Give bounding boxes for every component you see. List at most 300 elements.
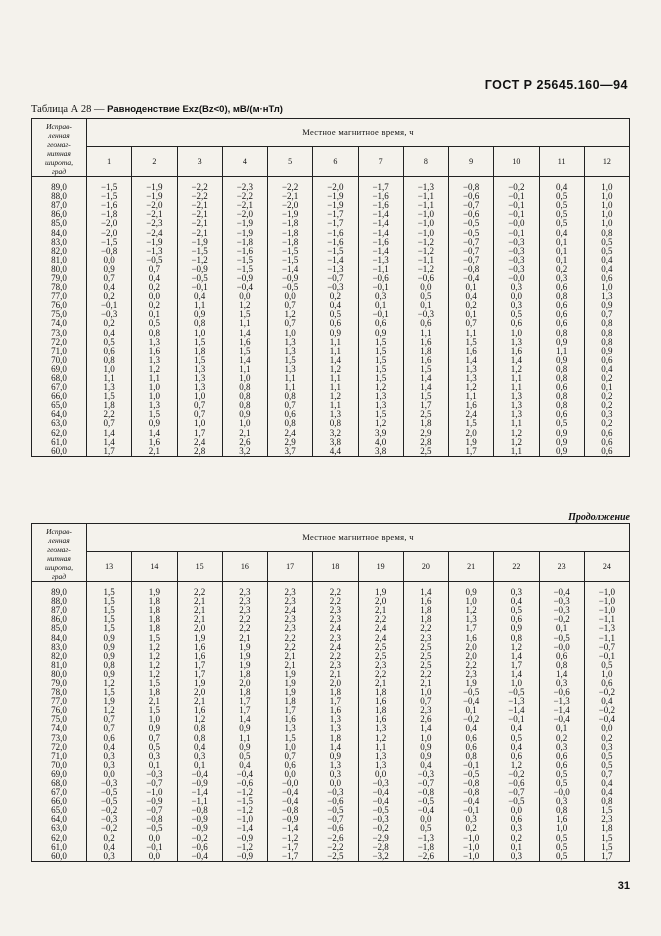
value-cell: 2,1 — [268, 661, 313, 670]
value-cell: 1,8 — [132, 615, 177, 624]
value-cell: 1,7 — [313, 697, 358, 706]
value-cell: −0,2 — [539, 615, 584, 624]
value-cell: −2,0 — [268, 201, 313, 210]
value-cell: 1,0 — [494, 329, 539, 338]
value-cell: 2,5 — [403, 661, 448, 670]
value-cell: 1,2 — [87, 679, 132, 688]
value-cell: 0,8 — [584, 338, 629, 347]
value-cell: −0,1 — [494, 192, 539, 201]
value-cell: 2,0 — [449, 429, 494, 438]
value-cell: −0,5 — [177, 274, 222, 283]
value-cell: −2,3 — [132, 219, 177, 228]
value-cell: −1,2 — [222, 788, 267, 797]
value-cell: 1,4 — [313, 356, 358, 365]
value-cell: 0,6 — [268, 761, 313, 770]
value-cell: 1,5 — [222, 310, 267, 319]
value-cell: 1,5 — [584, 843, 629, 852]
value-cell: 2,4 — [177, 438, 222, 447]
value-cell: 0,3 — [584, 743, 629, 752]
value-cell: 1,6 — [403, 338, 448, 347]
value-cell: −1,1 — [584, 615, 629, 624]
value-cell: 1,0 — [132, 392, 177, 401]
value-cell: −0,8 — [87, 247, 132, 256]
value-cell: −0,4 — [449, 797, 494, 806]
value-cell: 2,0 — [177, 624, 222, 633]
value-cell: 1,7 — [222, 697, 267, 706]
value-cell: 1,3 — [268, 347, 313, 356]
value-cell: 1,1 — [268, 374, 313, 383]
value-cell: 2,2 — [87, 410, 132, 419]
latitude-column-header — [32, 119, 87, 177]
value-cell: 0,7 — [403, 697, 448, 706]
value-cell: −0,6 — [449, 192, 494, 201]
value-cell: 2,4 — [449, 410, 494, 419]
value-cell: 1,3 — [358, 724, 403, 733]
value-cell: 1,3 — [132, 356, 177, 365]
value-cell: −0,1 — [494, 715, 539, 724]
value-cell: −1,1 — [403, 256, 448, 265]
value-cell: −1,4 — [494, 706, 539, 715]
value-cell: 1,1 — [87, 374, 132, 383]
latitude-cell: 60,0 — [32, 852, 87, 862]
value-cell: −0,7 — [132, 806, 177, 815]
value-cell: 0,4 — [539, 228, 584, 237]
value-cell: 2,3 — [222, 606, 267, 615]
value-cell: −0,3 — [494, 256, 539, 265]
value-cell: 1,2 — [358, 734, 403, 743]
value-cell: 2,3 — [449, 670, 494, 679]
hour-header: 15 — [177, 552, 222, 582]
value-cell: −0,4 — [177, 770, 222, 779]
value-cell: 0,8 — [539, 292, 584, 301]
value-cell: 1,9 — [132, 588, 177, 597]
value-cell: 1,1 — [449, 329, 494, 338]
value-cell: 1,8 — [313, 688, 358, 697]
value-cell: 0,4 — [584, 265, 629, 274]
value-cell: −0,7 — [494, 788, 539, 797]
value-cell: 3,8 — [313, 438, 358, 447]
value-cell: 0,1 — [358, 301, 403, 310]
value-cell: 1,5 — [87, 606, 132, 615]
value-cell: 2,3 — [584, 815, 629, 824]
value-cell: −1,4 — [358, 210, 403, 219]
value-cell: 0,8 — [449, 752, 494, 761]
latitude-cell: 88,0 — [32, 597, 87, 606]
value-cell: 1,7 — [268, 706, 313, 715]
value-cell: 1,1 — [494, 419, 539, 428]
value-cell: 0,3 — [177, 752, 222, 761]
value-cell: 2,2 — [403, 670, 448, 679]
value-cell: 0,0 — [313, 779, 358, 788]
value-cell: −0,5 — [449, 228, 494, 237]
value-cell: −1,7 — [313, 219, 358, 228]
value-cell: 0,0 — [403, 815, 448, 824]
value-cell: 0,7 — [177, 401, 222, 410]
value-cell: −1,3 — [313, 265, 358, 274]
value-cell: 0,2 — [449, 301, 494, 310]
value-cell: −0,1 — [358, 283, 403, 292]
value-cell: 0,6 — [313, 319, 358, 328]
latitude-cell: 64,0 — [32, 815, 87, 824]
value-cell: 0,6 — [449, 734, 494, 743]
value-cell: 0,7 — [87, 274, 132, 283]
value-cell: 0,5 — [87, 338, 132, 347]
hour-header: 11 — [539, 147, 584, 177]
value-cell: 1,2 — [132, 652, 177, 661]
value-cell: 2,1 — [132, 697, 177, 706]
value-cell: 0,8 — [313, 419, 358, 428]
value-cell: −1,6 — [87, 201, 132, 210]
hour-header: 10 — [494, 147, 539, 177]
hour-header: 22 — [494, 552, 539, 582]
latitude-cell: 69,0 — [32, 365, 87, 374]
latitude-cell: 68,0 — [32, 779, 87, 788]
value-cell: 0,4 — [494, 597, 539, 606]
value-cell: −1,5 — [87, 183, 132, 192]
value-cell: 0,6 — [449, 743, 494, 752]
latitude-cell: 88,0 — [32, 192, 87, 201]
value-cell: 0,9 — [222, 724, 267, 733]
value-cell: 0,9 — [313, 752, 358, 761]
value-cell: −1,5 — [313, 247, 358, 256]
value-cell: 1,8 — [268, 697, 313, 706]
value-cell: 0,6 — [539, 319, 584, 328]
value-cell: −0,5 — [87, 797, 132, 806]
hour-header: 13 — [87, 552, 132, 582]
value-cell: 1,5 — [584, 834, 629, 843]
value-cell: −0,5 — [132, 824, 177, 833]
latitude-cell: 62,0 — [32, 429, 87, 438]
value-cell: 1,3 — [268, 338, 313, 347]
value-cell: −1,4 — [268, 265, 313, 274]
table-title: Равноденствие Exz(Bz<0), мВ/(м·нТл) — [107, 104, 283, 115]
hour-header: 24 — [584, 552, 629, 582]
value-cell: 1,8 — [177, 347, 222, 356]
table-caption — [31, 104, 631, 115]
value-cell: −1,5 — [177, 247, 222, 256]
value-cell: −2,5 — [313, 852, 358, 862]
value-cell: 1,6 — [539, 815, 584, 824]
value-cell: −1,0 — [584, 597, 629, 606]
value-cell: 2,2 — [403, 624, 448, 633]
value-cell: −2,1 — [177, 201, 222, 210]
value-cell: 1,1 — [313, 338, 358, 347]
value-cell: −2,0 — [87, 219, 132, 228]
value-cell: −1,4 — [358, 247, 403, 256]
value-cell: −0,9 — [268, 815, 313, 824]
latitude-cell: 79,0 — [32, 679, 87, 688]
value-cell: 0,4 — [494, 743, 539, 752]
value-cell: −1,3 — [403, 834, 448, 843]
value-cell: 0,0 — [403, 283, 448, 292]
value-cell: 0,3 — [358, 292, 403, 301]
value-cell: 1,6 — [268, 715, 313, 724]
value-cell: 1,0 — [494, 679, 539, 688]
value-cell: −0,3 — [403, 770, 448, 779]
value-cell: 2,3 — [268, 597, 313, 606]
value-cell: −1,9 — [313, 201, 358, 210]
value-cell: −0,5 — [87, 788, 132, 797]
value-cell: −2,0 — [87, 228, 132, 237]
value-cell: 1,5 — [222, 347, 267, 356]
value-cell: −1,4 — [177, 788, 222, 797]
value-cell: 1,1 — [358, 743, 403, 752]
value-cell: 2,4 — [313, 643, 358, 652]
value-cell: 0,2 — [494, 834, 539, 843]
value-cell: 2,1 — [177, 597, 222, 606]
value-cell: 1,5 — [358, 410, 403, 419]
latitude-cell: 84,0 — [32, 228, 87, 237]
value-cell: −0,2 — [87, 806, 132, 815]
value-cell: 0,7 — [449, 319, 494, 328]
latitude-cell: 83,0 — [32, 238, 87, 247]
value-cell: 1,4 — [494, 670, 539, 679]
value-cell: −1,1 — [403, 192, 448, 201]
value-cell: 0,9 — [494, 624, 539, 633]
value-cell: 0,3 — [87, 761, 132, 770]
data-table-hours-1-12 — [31, 118, 630, 457]
value-cell: −0,7 — [449, 247, 494, 256]
value-cell: 1,0 — [449, 597, 494, 606]
value-cell: 1,3 — [358, 752, 403, 761]
value-cell: 0,6 — [494, 752, 539, 761]
hour-header: 14 — [132, 552, 177, 582]
value-cell: 0,3 — [494, 852, 539, 862]
value-cell: 0,8 — [494, 633, 539, 642]
value-cell: 1,3 — [313, 410, 358, 419]
value-cell: 1,1 — [222, 319, 267, 328]
value-cell: 0,8 — [177, 319, 222, 328]
value-cell: 1,3 — [313, 724, 358, 733]
value-cell: 1,8 — [222, 670, 267, 679]
value-cell: 1,5 — [358, 374, 403, 383]
value-cell: 0,3 — [494, 301, 539, 310]
value-cell: −0,0 — [494, 274, 539, 283]
value-cell: −2,4 — [132, 228, 177, 237]
value-cell: 0,9 — [539, 447, 584, 457]
value-cell: 0,8 — [268, 392, 313, 401]
value-cell: −0,7 — [313, 274, 358, 283]
value-cell: 1,4 — [539, 670, 584, 679]
value-cell: 2,0 — [449, 652, 494, 661]
value-cell: −0,8 — [449, 788, 494, 797]
latitude-cell: 69,0 — [32, 770, 87, 779]
value-cell: −2,2 — [177, 183, 222, 192]
value-cell: −1,1 — [403, 201, 448, 210]
value-cell: −2,1 — [132, 210, 177, 219]
value-cell: 1,0 — [132, 715, 177, 724]
value-cell: 1,5 — [358, 356, 403, 365]
latitude-cell: 70,0 — [32, 356, 87, 365]
value-cell: 1,2 — [449, 606, 494, 615]
value-cell: −0,3 — [358, 815, 403, 824]
value-cell: −1,8 — [268, 219, 313, 228]
table-row — [32, 852, 630, 862]
value-cell: 1,8 — [132, 606, 177, 615]
latitude-cell: 71,0 — [32, 347, 87, 356]
latitude-cell: 82,0 — [32, 652, 87, 661]
value-cell: −0,9 — [222, 274, 267, 283]
value-cell: 1,2 — [177, 715, 222, 724]
value-cell: 0,4 — [87, 329, 132, 338]
value-cell: 0,6 — [584, 429, 629, 438]
value-cell: 1,6 — [449, 347, 494, 356]
value-cell: 0,0 — [494, 806, 539, 815]
value-cell: 0,5 — [403, 292, 448, 301]
value-cell: 2,3 — [268, 588, 313, 597]
value-cell: 0,9 — [539, 356, 584, 365]
value-cell: 2,2 — [313, 588, 358, 597]
value-cell: 0,5 — [494, 310, 539, 319]
value-cell: −1,3 — [358, 256, 403, 265]
value-cell: 0,3 — [87, 852, 132, 862]
value-cell: 1,2 — [358, 383, 403, 392]
value-cell: 2,1 — [132, 447, 177, 457]
hour-header: 7 — [358, 147, 403, 177]
value-cell: −1,2 — [403, 265, 448, 274]
value-cell: 1,5 — [268, 356, 313, 365]
value-cell: 1,5 — [87, 588, 132, 597]
value-cell: −1,9 — [313, 192, 358, 201]
value-cell: 2,0 — [313, 679, 358, 688]
value-cell: 1,3 — [449, 365, 494, 374]
value-cell: −0,2 — [87, 824, 132, 833]
value-cell: 1,3 — [494, 392, 539, 401]
value-cell: 2,3 — [403, 706, 448, 715]
value-cell: −0,6 — [539, 688, 584, 697]
value-cell: −1,5 — [87, 192, 132, 201]
value-cell: 1,4 — [494, 356, 539, 365]
value-cell: −1,9 — [222, 219, 267, 228]
value-cell: −0,3 — [87, 815, 132, 824]
value-cell: 0,8 — [177, 734, 222, 743]
latitude-cell: 82,0 — [32, 247, 87, 256]
value-cell: 1,0 — [403, 688, 448, 697]
latitude-cell: 84,0 — [32, 633, 87, 642]
value-cell: −1,2 — [403, 247, 448, 256]
value-cell: 1,2 — [494, 761, 539, 770]
value-cell: 1,1 — [494, 374, 539, 383]
value-cell: −0,6 — [358, 274, 403, 283]
value-cell: 1,0 — [222, 419, 267, 428]
value-cell: 2,1 — [177, 606, 222, 615]
value-cell: 0,4 — [313, 301, 358, 310]
value-cell: 1,7 — [494, 661, 539, 670]
value-cell: −0,2 — [494, 183, 539, 192]
value-cell: −0,9 — [177, 779, 222, 788]
value-cell: 1,1 — [449, 392, 494, 401]
value-cell: 0,4 — [177, 743, 222, 752]
value-cell: 0,1 — [539, 238, 584, 247]
value-cell: −1,8 — [87, 210, 132, 219]
value-cell: 0,6 — [584, 274, 629, 283]
value-cell: −1,4 — [539, 706, 584, 715]
value-cell: 1,5 — [584, 806, 629, 815]
latitude-cell: 64,0 — [32, 410, 87, 419]
value-cell: 1,2 — [222, 301, 267, 310]
value-cell: 0,4 — [584, 365, 629, 374]
value-cell: −1,4 — [222, 824, 267, 833]
value-cell: 3,2 — [313, 429, 358, 438]
hour-header: 8 — [403, 147, 448, 177]
value-cell: −1,6 — [313, 228, 358, 237]
value-cell: 2,2 — [268, 643, 313, 652]
value-cell: −1,0 — [449, 834, 494, 843]
value-cell: −0,6 — [222, 779, 267, 788]
data-table-hours-13-24 — [31, 523, 630, 862]
value-cell: −0,3 — [403, 310, 448, 319]
value-cell: 2,1 — [222, 429, 267, 438]
value-cell: 0,6 — [539, 652, 584, 661]
value-cell: −0,0 — [539, 643, 584, 652]
value-cell: −0,0 — [494, 219, 539, 228]
value-cell: 2,1 — [403, 679, 448, 688]
value-cell: −0,6 — [403, 274, 448, 283]
latitude-cell: 63,0 — [32, 419, 87, 428]
value-cell: −0,8 — [449, 265, 494, 274]
value-cell: −1,6 — [358, 201, 403, 210]
value-cell: −1,3 — [494, 697, 539, 706]
value-cell: 0,7 — [268, 301, 313, 310]
hour-header: 21 — [449, 552, 494, 582]
latitude-cell: 78,0 — [32, 688, 87, 697]
value-cell: −2,0 — [222, 210, 267, 219]
value-cell: 1,3 — [177, 383, 222, 392]
value-cell: 2,1 — [177, 615, 222, 624]
value-cell: 2,3 — [358, 661, 403, 670]
value-cell: 1,0 — [268, 329, 313, 338]
value-cell: 1,9 — [449, 679, 494, 688]
value-cell: 0,3 — [539, 274, 584, 283]
value-cell: 1,9 — [358, 588, 403, 597]
value-cell: 1,5 — [449, 338, 494, 347]
value-cell: 1,1 — [222, 734, 267, 743]
value-cell: 0,1 — [403, 301, 448, 310]
value-cell: −1,0 — [584, 588, 629, 597]
value-cell: 0,2 — [132, 283, 177, 292]
value-cell: 1,0 — [87, 365, 132, 374]
value-cell: 2,4 — [268, 606, 313, 615]
value-cell: −1,5 — [87, 238, 132, 247]
value-cell: −1,0 — [132, 788, 177, 797]
value-cell: 2,3 — [222, 588, 267, 597]
value-cell: 1,6 — [177, 643, 222, 652]
value-cell: 0,2 — [449, 824, 494, 833]
value-cell: 0,5 — [584, 661, 629, 670]
value-cell: −0,4 — [268, 788, 313, 797]
value-cell: 2,2 — [358, 670, 403, 679]
value-cell: 0,2 — [87, 319, 132, 328]
value-cell: −0,5 — [358, 806, 403, 815]
value-cell: 1,9 — [222, 661, 267, 670]
value-cell: 0,4 — [584, 788, 629, 797]
value-cell: 0,8 — [87, 356, 132, 365]
value-cell: 0,6 — [584, 438, 629, 447]
value-cell: −0,3 — [539, 606, 584, 615]
value-cell: −0,9 — [222, 852, 267, 862]
value-cell: 2,6 — [222, 438, 267, 447]
value-cell: 0,1 — [584, 383, 629, 392]
value-cell: 0,7 — [132, 265, 177, 274]
value-cell: 1,2 — [494, 365, 539, 374]
value-cell: 0,9 — [584, 301, 629, 310]
value-cell: 0,4 — [177, 292, 222, 301]
value-cell: 1,9 — [177, 633, 222, 642]
value-cell: 1,3 — [584, 292, 629, 301]
value-cell: −1,1 — [358, 265, 403, 274]
value-cell: 0,0 — [268, 292, 313, 301]
latitude-cell: 75,0 — [32, 310, 87, 319]
